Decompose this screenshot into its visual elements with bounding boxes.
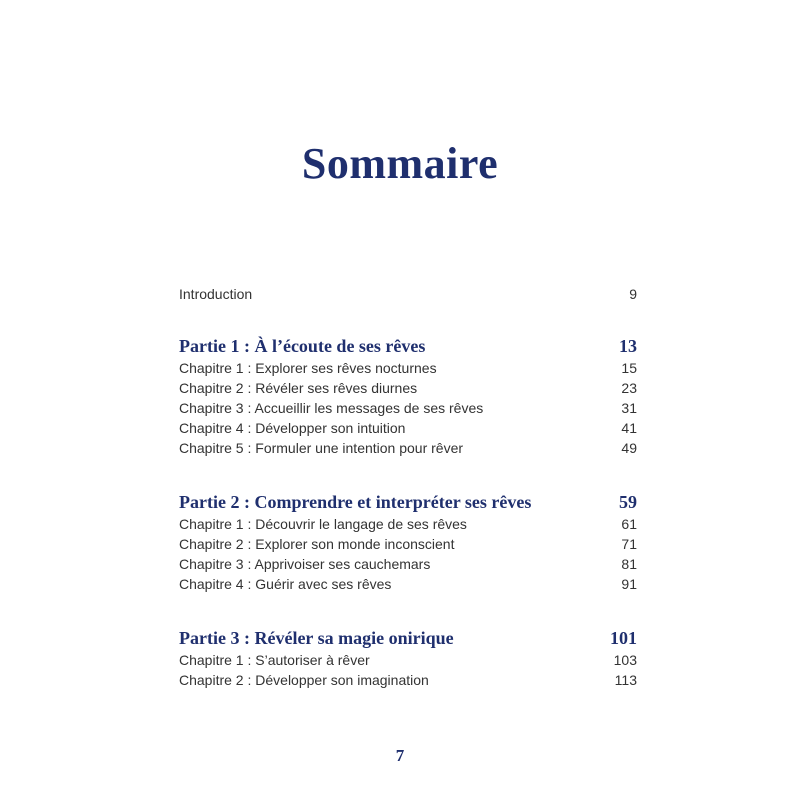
dot-leader: [427, 337, 617, 349]
toc-chapter-page: 49: [621, 440, 637, 456]
toc-entry-page: 9: [629, 286, 637, 302]
toc-part-heading[interactable]: [179, 490, 637, 514]
toc-chapter-page: 23: [621, 380, 637, 396]
toc-section-part-3: [179, 626, 637, 690]
toc-chapter-label: Chapitre 3 : Apprivoiser ses cauchemars: [179, 556, 431, 572]
toc-chapter-entry[interactable]: [179, 398, 637, 418]
toc-chapter-label: Chapitre 4 : Guérir avec ses rêves: [179, 576, 392, 592]
toc-chapter-label: Chapitre 4 : Développer son intuition: [179, 420, 406, 436]
toc-part-label: Partie 2 : Comprendre et interpréter ses rêves: [179, 492, 532, 512]
dot-leader: [533, 493, 617, 505]
dot-leader: [469, 516, 619, 527]
toc-entry-introduction[interactable]: [179, 284, 637, 304]
toc-section-part-2: [179, 490, 637, 594]
table-of-contents: [179, 284, 637, 722]
toc-part-label: Partie 3 : Révéler sa magie onirique: [179, 628, 454, 648]
toc-chapter-page: 113: [614, 672, 637, 688]
dot-leader: [485, 400, 619, 411]
toc-chapter-page: 81: [621, 556, 637, 572]
toc-part-page: 59: [619, 492, 637, 512]
toc-chapter-label: Chapitre 1 : Découvrir le langage de ses rêves: [179, 516, 467, 532]
toc-chapter-page: 61: [621, 516, 637, 532]
toc-part-label: Partie 1 : À l’écoute de ses rêves: [179, 336, 426, 356]
page-number: 7: [395, 746, 405, 765]
toc-part-page: 101: [610, 628, 637, 648]
toc-chapter-page: 71: [621, 536, 637, 552]
toc-chapter-label: Chapitre 5 : Formuler une intention pour rêver: [179, 440, 464, 456]
dot-leader: [431, 672, 613, 683]
toc-chapter-entry[interactable]: [179, 554, 637, 574]
dot-leader: [456, 629, 608, 641]
dot-leader: [254, 286, 627, 297]
toc-chapter-label: Chapitre 1 : Explorer ses rêves nocturnes: [179, 360, 437, 376]
dot-leader: [432, 556, 619, 567]
toc-chapter-page: 103: [613, 652, 637, 668]
toc-chapter-entry[interactable]: [179, 574, 637, 594]
toc-chapter-label: Chapitre 2 : Révéler ses rêves diurnes: [179, 380, 418, 396]
toc-chapter-entry[interactable]: [179, 514, 637, 534]
toc-chapter-entry[interactable]: [179, 438, 637, 458]
dot-leader: [465, 440, 619, 451]
toc-chapter-label: Chapitre 2 : Explorer son monde inconscient: [179, 536, 455, 552]
toc-chapter-page: 41: [621, 420, 637, 436]
toc-chapter-entry[interactable]: [179, 378, 637, 398]
toc-part-heading[interactable]: [179, 626, 637, 650]
toc-chapter-label: Chapitre 3 : Accueillir les messages de ses rêves: [179, 400, 484, 416]
toc-chapter-label: Chapitre 1 : S’autoriser à rêver: [179, 652, 370, 668]
toc-part-heading[interactable]: [179, 334, 637, 358]
dot-leader: [456, 536, 619, 547]
toc-entry-label: Introduction: [179, 286, 253, 302]
toc-chapter-entry[interactable]: [179, 670, 637, 690]
toc-chapter-page: 91: [621, 576, 637, 592]
dot-leader: [407, 420, 619, 431]
toc-chapter-page: 15: [621, 360, 637, 376]
dot-leader: [372, 652, 612, 663]
toc-section-part-1: [179, 334, 637, 458]
toc-chapter-entry[interactable]: [179, 418, 637, 438]
toc-chapter-label: Chapitre 2 : Développer son imagination: [179, 672, 429, 688]
dot-leader: [393, 576, 619, 587]
toc-chapter-page: 31: [621, 400, 637, 416]
toc-chapter-entry[interactable]: [179, 650, 637, 670]
toc-chapter-entry[interactable]: [179, 358, 637, 378]
toc-chapter-entry[interactable]: [179, 534, 637, 554]
dot-leader: [439, 360, 620, 371]
page-title: Sommaire: [301, 139, 499, 188]
toc-part-page: 13: [619, 336, 637, 356]
dot-leader: [419, 380, 619, 391]
